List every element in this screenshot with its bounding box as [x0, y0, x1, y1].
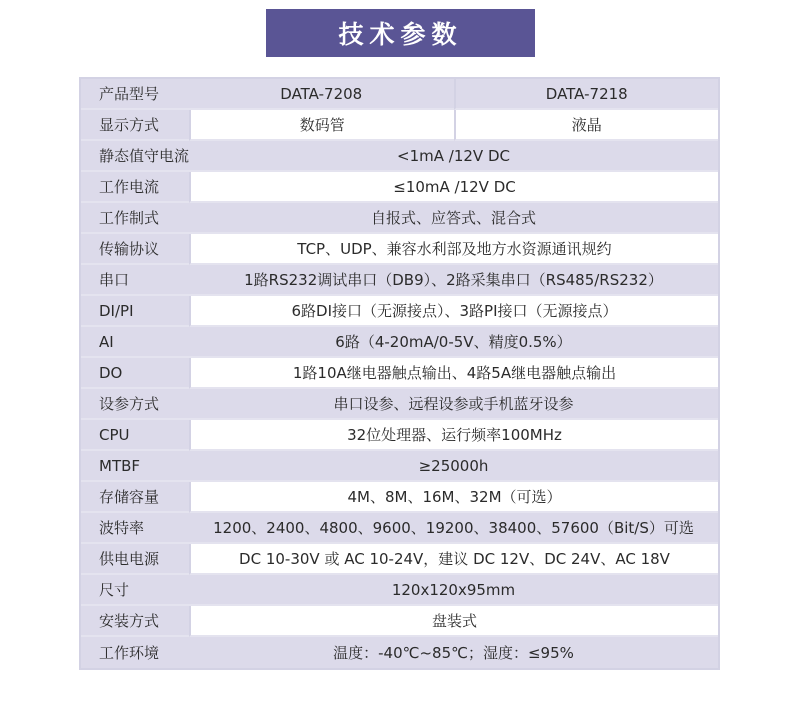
table-row	[81, 513, 718, 544]
row-label: 传输协议	[81, 234, 189, 265]
row-label: 工作制式	[81, 203, 189, 234]
row-value: 1路10A继电器触点输出、4路5A继电器触点输出	[189, 358, 718, 389]
table-row	[81, 172, 718, 203]
table-row	[81, 203, 718, 234]
row-value: 120x120x95mm	[189, 575, 718, 606]
page-title: 技术参数	[266, 9, 535, 57]
row-value: TCP、UDP、兼容水利部及地方水资源通讯规约	[189, 234, 718, 265]
table-row	[81, 79, 718, 110]
row-label: DO	[81, 358, 189, 389]
row-value: 1路RS232调试串口（DB9）、2路采集串口（RS485/RS232）	[189, 265, 718, 296]
row-label: 静态值守电流	[81, 141, 189, 172]
row-value: 液晶	[454, 110, 719, 141]
row-value: <1mA /12V DC	[189, 141, 718, 172]
row-label: 供电电源	[81, 544, 189, 575]
spec-table-body	[81, 79, 718, 668]
spec-table	[79, 77, 720, 670]
row-label: 尺寸	[81, 575, 189, 606]
row-label: 串口	[81, 265, 189, 296]
row-label: 工作环境	[81, 637, 189, 668]
table-row	[81, 637, 718, 668]
row-value: 自报式、应答式、混合式	[189, 203, 718, 234]
row-value: DC 10-30V 或 AC 10-24V，建议 DC 12V、DC 24V、AC 18V	[189, 544, 718, 575]
row-label: 安装方式	[81, 606, 189, 637]
row-value: ≤10mA /12V DC	[189, 172, 718, 203]
row-label: MTBF	[81, 451, 189, 482]
table-row	[81, 358, 718, 389]
table-row	[81, 606, 718, 637]
table-row	[81, 265, 718, 296]
row-value: 6路DI接口（无源接点）、3路PI接口（无源接点）	[189, 296, 718, 327]
row-label: 设参方式	[81, 389, 189, 420]
row-label: 工作电流	[81, 172, 189, 203]
row-value: DATA-7218	[454, 79, 719, 110]
table-row	[81, 141, 718, 172]
table-row	[81, 482, 718, 513]
row-value: 数码管	[189, 110, 454, 141]
table-row	[81, 575, 718, 606]
row-value: 32位处理器、运行频率100MHz	[189, 420, 718, 451]
table-row	[81, 451, 718, 482]
row-label: CPU	[81, 420, 189, 451]
row-value: 串口设参、远程设参或手机蓝牙设参	[189, 389, 718, 420]
table-row	[81, 327, 718, 358]
row-label: 存储容量	[81, 482, 189, 513]
row-label: DI/PI	[81, 296, 189, 327]
row-value: 盘装式	[189, 606, 718, 637]
table-row	[81, 389, 718, 420]
table-row	[81, 296, 718, 327]
row-label: 产品型号	[81, 79, 189, 110]
table-row	[81, 544, 718, 575]
row-value: 6路（4-20mA/0-5V、精度0.5%）	[189, 327, 718, 358]
row-value: ≥25000h	[189, 451, 718, 482]
table-row	[81, 234, 718, 265]
row-value: 1200、2400、4800、9600、19200、38400、57600（Bit/S）可选	[189, 513, 718, 544]
row-label: AI	[81, 327, 189, 358]
row-value: DATA-7208	[189, 79, 454, 110]
table-row	[81, 110, 718, 141]
row-value: 温度：-40℃~85℃；湿度：≤95%	[189, 637, 718, 668]
row-label: 波特率	[81, 513, 189, 544]
row-label: 显示方式	[81, 110, 189, 141]
table-row	[81, 420, 718, 451]
row-value: 4M、8M、16M、32M（可选）	[189, 482, 718, 513]
